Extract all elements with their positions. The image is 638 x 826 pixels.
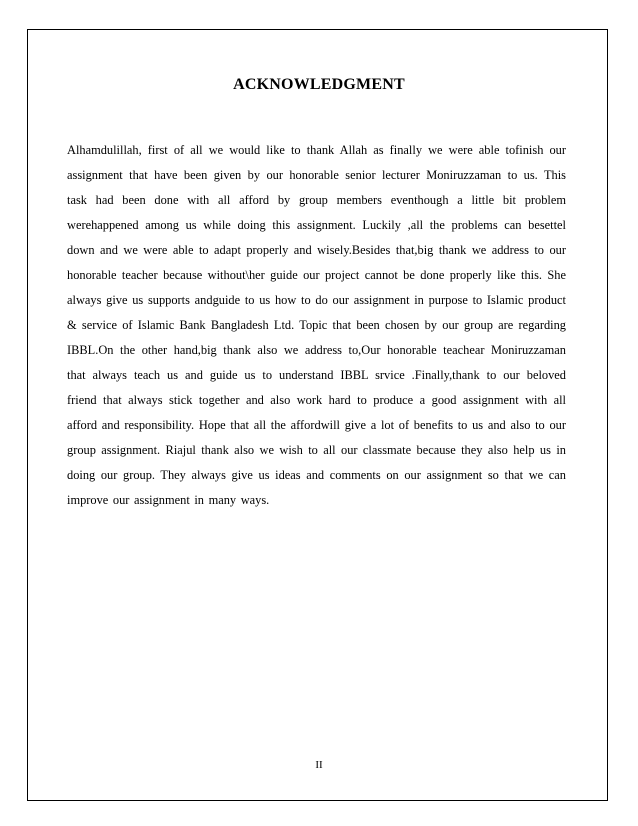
acknowledgment-paragraph: Alhamdulillah, first of all we would like to thank Allah as finally we were able tofinish our assignment that have been given by our honorable senior lecturer Moniruzzaman to us. This task had been done with all afford by group members eventhough a little bit problem werehappened among us while doing this assignment. Luckily ,all the problems can besettel down and we were able to adapt properly and wisely.Besides that,big thank we address to our honorable teacher because without\her guide our project cannot be done properly like this. She always give us supports andguide to us how to do our assignment in purpose to Islamic product & service of Islamic Bank Bangladesh Ltd. Topic that been chosen by our group are regarding IBBL.On the other hand,big thank also we address to,Our honorable teachear Moniruzzaman that always teach us and guide us to understand IBBL srvice .Finally,thank to our beloved friend that always stick together and also work hard to produce a good assignment with all afford and responsibility. Hope that all the affordwill give a lot of benefits to us and also to our group assignment. Riajul thank also we wish to all our classmate because they also help us in doing our group. They always give us ideas and comments on our assignment so that we can improve our assignment in many ways. [67,143,566,507]
page-title: ACKNOWLEDGMENT [233,76,405,93]
page-number: II [315,759,323,771]
